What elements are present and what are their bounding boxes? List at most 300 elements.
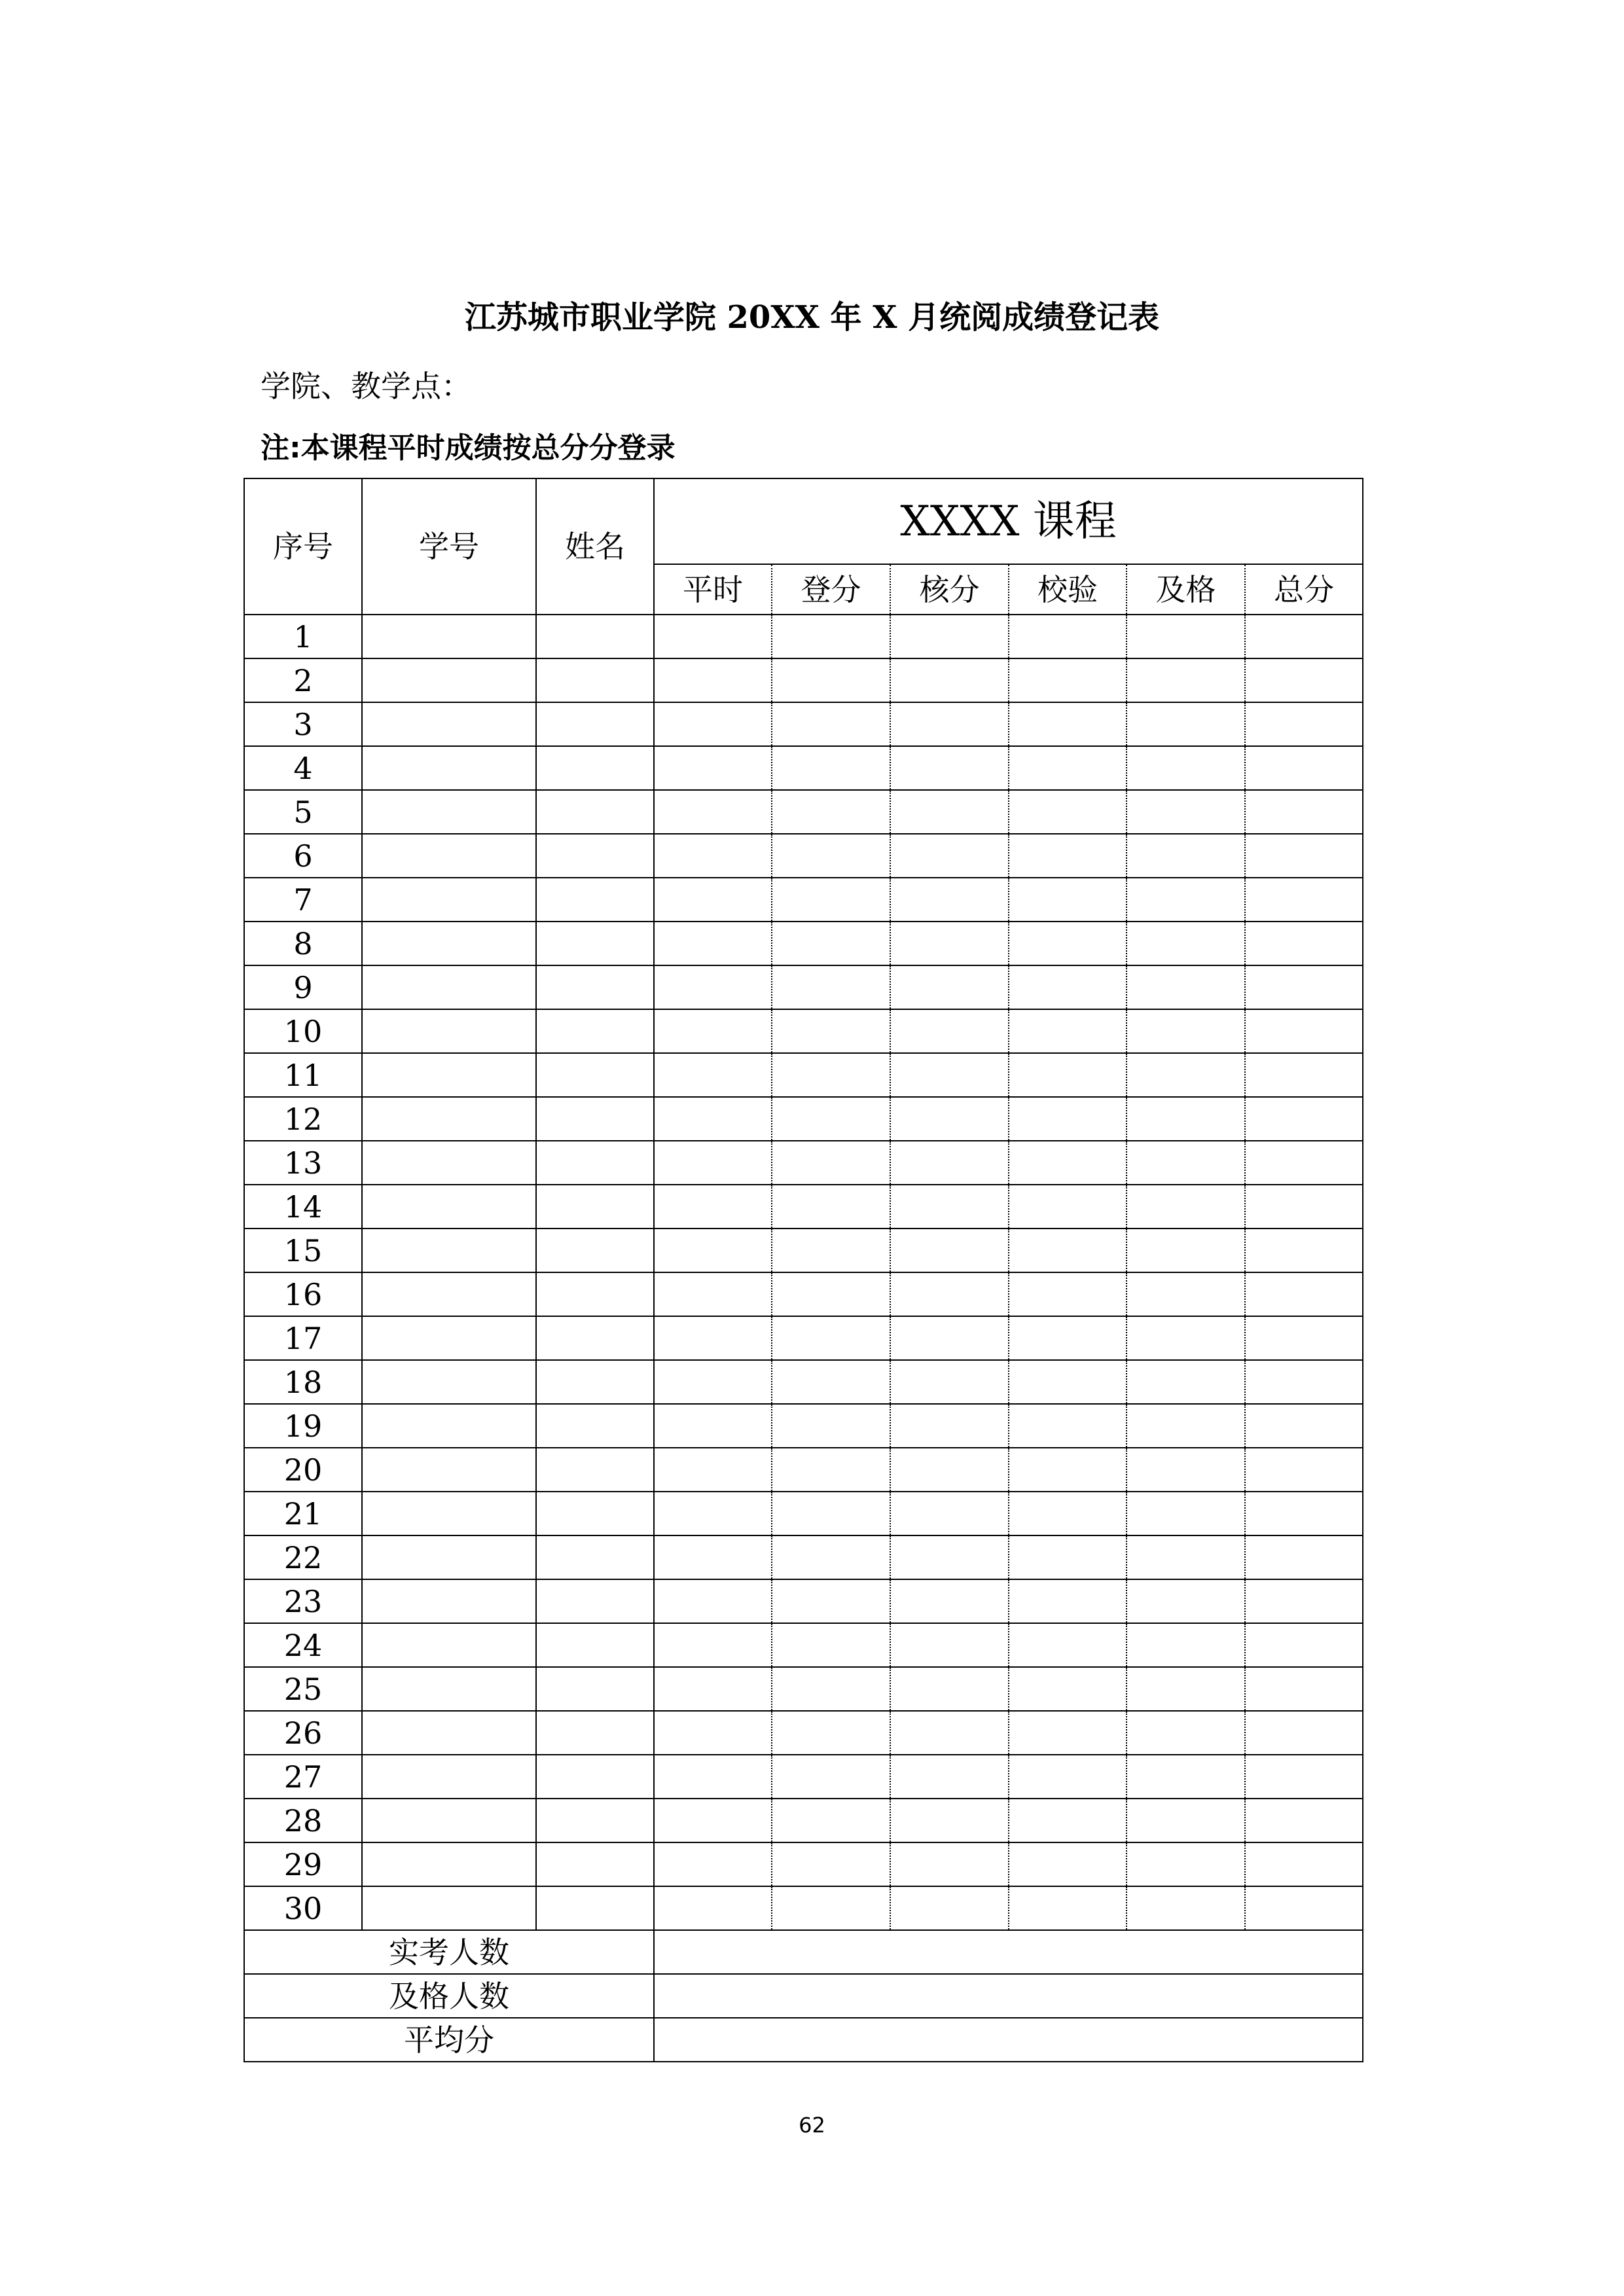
regular-score-cell[interactable] bbox=[654, 1272, 772, 1316]
row-number: 2 bbox=[244, 658, 362, 702]
total-cell[interactable] bbox=[1245, 1404, 1363, 1448]
name-cell[interactable] bbox=[536, 658, 654, 702]
verify-cell[interactable] bbox=[1009, 1799, 1127, 1842]
total-cell[interactable] bbox=[1245, 1711, 1363, 1755]
footer-average-label: 平均分 bbox=[244, 2018, 654, 2062]
check-cell[interactable] bbox=[890, 658, 1009, 702]
record-cell[interactable] bbox=[772, 1229, 890, 1272]
table-row bbox=[244, 1141, 1363, 1185]
name-cell[interactable] bbox=[536, 1492, 654, 1535]
verify-cell[interactable] bbox=[1009, 1229, 1127, 1272]
table-row bbox=[244, 1492, 1363, 1535]
total-cell[interactable] bbox=[1245, 1097, 1363, 1141]
name-cell[interactable] bbox=[536, 1229, 654, 1272]
record-cell[interactable] bbox=[772, 1579, 890, 1623]
student-id-cell[interactable] bbox=[362, 1360, 536, 1404]
name-cell[interactable] bbox=[536, 1842, 654, 1886]
total-cell[interactable] bbox=[1245, 1755, 1363, 1799]
verify-cell[interactable] bbox=[1009, 1053, 1127, 1097]
regular-score-cell[interactable] bbox=[654, 1404, 772, 1448]
record-cell[interactable] bbox=[772, 790, 890, 834]
table-row bbox=[244, 1711, 1363, 1755]
table-row bbox=[244, 1185, 1363, 1229]
total-cell[interactable] bbox=[1245, 1053, 1363, 1097]
verify-cell[interactable] bbox=[1009, 1579, 1127, 1623]
table-row bbox=[244, 1009, 1363, 1053]
header-sub-total: 总分 bbox=[1245, 564, 1363, 615]
check-cell[interactable] bbox=[890, 1579, 1009, 1623]
total-cell[interactable] bbox=[1245, 1842, 1363, 1886]
name-cell[interactable] bbox=[536, 1667, 654, 1711]
row-number: 9 bbox=[244, 965, 362, 1009]
grade-table bbox=[244, 478, 1363, 2062]
check-cell[interactable] bbox=[890, 615, 1009, 658]
pass-cell[interactable] bbox=[1127, 1579, 1245, 1623]
student-id-cell[interactable] bbox=[362, 1185, 536, 1229]
table-row bbox=[244, 1272, 1363, 1316]
record-cell[interactable] bbox=[772, 1404, 890, 1448]
student-id-cell[interactable] bbox=[362, 1448, 536, 1492]
pass-cell[interactable] bbox=[1127, 1009, 1245, 1053]
record-cell[interactable] bbox=[772, 1097, 890, 1141]
check-cell[interactable] bbox=[890, 1448, 1009, 1492]
regular-score-cell[interactable] bbox=[654, 1492, 772, 1535]
student-id-cell[interactable] bbox=[362, 834, 536, 878]
total-cell[interactable] bbox=[1245, 1535, 1363, 1579]
student-id-cell[interactable] bbox=[362, 1316, 536, 1360]
regular-score-cell[interactable] bbox=[654, 965, 772, 1009]
verify-cell[interactable] bbox=[1009, 746, 1127, 790]
name-cell[interactable] bbox=[536, 1404, 654, 1448]
name-cell[interactable] bbox=[536, 834, 654, 878]
pass-cell[interactable] bbox=[1127, 1360, 1245, 1404]
record-cell[interactable] bbox=[772, 1623, 890, 1667]
pass-cell[interactable] bbox=[1127, 615, 1245, 658]
verify-cell[interactable] bbox=[1009, 1141, 1127, 1185]
check-cell[interactable] bbox=[890, 1799, 1009, 1842]
record-cell[interactable] bbox=[772, 1842, 890, 1886]
total-cell[interactable] bbox=[1245, 1799, 1363, 1842]
row-number: 30 bbox=[244, 1886, 362, 1930]
pass-cell[interactable] bbox=[1127, 1755, 1245, 1799]
total-cell[interactable] bbox=[1245, 1185, 1363, 1229]
student-id-cell[interactable] bbox=[362, 1535, 536, 1579]
student-id-cell[interactable] bbox=[362, 746, 536, 790]
name-cell[interactable] bbox=[536, 1448, 654, 1492]
record-cell[interactable] bbox=[772, 1448, 890, 1492]
student-id-cell[interactable] bbox=[362, 1053, 536, 1097]
check-cell[interactable] bbox=[890, 1229, 1009, 1272]
record-cell[interactable] bbox=[772, 834, 890, 878]
record-cell[interactable] bbox=[772, 1799, 890, 1842]
check-cell[interactable] bbox=[890, 1886, 1009, 1930]
table-row bbox=[244, 1623, 1363, 1667]
row-number: 14 bbox=[244, 1185, 362, 1229]
total-cell[interactable] bbox=[1245, 878, 1363, 922]
regular-score-cell[interactable] bbox=[654, 1711, 772, 1755]
name-cell[interactable] bbox=[536, 1141, 654, 1185]
verify-cell[interactable] bbox=[1009, 702, 1127, 746]
student-id-cell[interactable] bbox=[362, 658, 536, 702]
check-cell[interactable] bbox=[890, 965, 1009, 1009]
regular-score-cell[interactable] bbox=[654, 1009, 772, 1053]
check-cell[interactable] bbox=[890, 1711, 1009, 1755]
verify-cell[interactable] bbox=[1009, 1097, 1127, 1141]
record-cell[interactable] bbox=[772, 1886, 890, 1930]
check-cell[interactable] bbox=[890, 834, 1009, 878]
row-number: 6 bbox=[244, 834, 362, 878]
record-cell[interactable] bbox=[772, 922, 890, 965]
pass-cell[interactable] bbox=[1127, 1886, 1245, 1930]
regular-score-cell[interactable] bbox=[654, 1097, 772, 1141]
row-number: 29 bbox=[244, 1842, 362, 1886]
verify-cell[interactable] bbox=[1009, 834, 1127, 878]
check-cell[interactable] bbox=[890, 1009, 1009, 1053]
name-cell[interactable] bbox=[536, 1886, 654, 1930]
student-id-cell[interactable] bbox=[362, 1272, 536, 1316]
name-cell[interactable] bbox=[536, 1535, 654, 1579]
check-cell[interactable] bbox=[890, 1360, 1009, 1404]
check-cell[interactable] bbox=[890, 790, 1009, 834]
row-number: 13 bbox=[244, 1141, 362, 1185]
row-number: 10 bbox=[244, 1009, 362, 1053]
pass-cell[interactable] bbox=[1127, 658, 1245, 702]
table-row bbox=[244, 658, 1363, 702]
total-cell[interactable] bbox=[1245, 922, 1363, 965]
verify-cell[interactable] bbox=[1009, 1535, 1127, 1579]
footer-row bbox=[244, 1974, 1363, 2018]
row-number: 1 bbox=[244, 615, 362, 658]
check-cell[interactable] bbox=[890, 1755, 1009, 1799]
table-row bbox=[244, 1097, 1363, 1141]
check-cell[interactable] bbox=[890, 1404, 1009, 1448]
verify-cell[interactable] bbox=[1009, 1667, 1127, 1711]
row-number: 23 bbox=[244, 1579, 362, 1623]
regular-score-cell[interactable] bbox=[654, 1579, 772, 1623]
verify-cell[interactable] bbox=[1009, 1316, 1127, 1360]
check-cell[interactable] bbox=[890, 1623, 1009, 1667]
verify-cell[interactable] bbox=[1009, 878, 1127, 922]
check-cell[interactable] bbox=[890, 1492, 1009, 1535]
name-cell[interactable] bbox=[536, 1360, 654, 1404]
pass-cell[interactable] bbox=[1127, 1535, 1245, 1579]
total-cell[interactable] bbox=[1245, 1886, 1363, 1930]
table-row bbox=[244, 1316, 1363, 1360]
pass-cell[interactable] bbox=[1127, 922, 1245, 965]
regular-score-cell[interactable] bbox=[654, 1886, 772, 1930]
row-number: 15 bbox=[244, 1229, 362, 1272]
regular-score-cell[interactable] bbox=[654, 922, 772, 965]
regular-score-cell[interactable] bbox=[654, 790, 772, 834]
record-cell[interactable] bbox=[772, 1141, 890, 1185]
student-id-cell[interactable] bbox=[362, 1842, 536, 1886]
check-cell[interactable] bbox=[890, 1667, 1009, 1711]
verify-cell[interactable] bbox=[1009, 1711, 1127, 1755]
check-cell[interactable] bbox=[890, 1097, 1009, 1141]
table-row bbox=[244, 615, 1363, 658]
page-title: 江苏城市职业学院 20XX 年 X 月统阅成绩登记表 bbox=[464, 299, 1160, 336]
pass-cell[interactable] bbox=[1127, 834, 1245, 878]
name-cell[interactable] bbox=[536, 1711, 654, 1755]
student-id-cell[interactable] bbox=[362, 1229, 536, 1272]
name-cell[interactable] bbox=[536, 1316, 654, 1360]
check-cell[interactable] bbox=[890, 878, 1009, 922]
header-sub-regular: 平时 bbox=[654, 564, 772, 615]
record-cell[interactable] bbox=[772, 1053, 890, 1097]
pass-cell[interactable] bbox=[1127, 1229, 1245, 1272]
pass-cell[interactable] bbox=[1127, 1492, 1245, 1535]
record-cell[interactable] bbox=[772, 1185, 890, 1229]
student-id-cell[interactable] bbox=[362, 1009, 536, 1053]
total-cell[interactable] bbox=[1245, 702, 1363, 746]
regular-score-cell[interactable] bbox=[654, 1316, 772, 1360]
verify-cell[interactable] bbox=[1009, 615, 1127, 658]
check-cell[interactable] bbox=[890, 1141, 1009, 1185]
check-cell[interactable] bbox=[890, 746, 1009, 790]
check-cell[interactable] bbox=[890, 1053, 1009, 1097]
footer-pass-count-value[interactable] bbox=[654, 1974, 1363, 2018]
verify-cell[interactable] bbox=[1009, 1360, 1127, 1404]
pass-cell[interactable] bbox=[1127, 1097, 1245, 1141]
regular-score-cell[interactable] bbox=[654, 1667, 772, 1711]
check-cell[interactable] bbox=[890, 1535, 1009, 1579]
pass-cell[interactable] bbox=[1127, 1185, 1245, 1229]
name-cell[interactable] bbox=[536, 1185, 654, 1229]
total-cell[interactable] bbox=[1245, 1360, 1363, 1404]
table-row bbox=[244, 1053, 1363, 1097]
student-id-cell[interactable] bbox=[362, 1755, 536, 1799]
student-id-cell[interactable] bbox=[362, 702, 536, 746]
table-row bbox=[244, 1448, 1363, 1492]
student-id-cell[interactable] bbox=[362, 1799, 536, 1842]
regular-score-cell[interactable] bbox=[654, 1053, 772, 1097]
verify-cell[interactable] bbox=[1009, 922, 1127, 965]
note-text: 注:本课程平时成绩按总分分登录 bbox=[261, 431, 676, 465]
name-cell[interactable] bbox=[536, 615, 654, 658]
record-cell[interactable] bbox=[772, 615, 890, 658]
regular-score-cell[interactable] bbox=[654, 1842, 772, 1886]
student-id-cell[interactable] bbox=[362, 965, 536, 1009]
regular-score-cell[interactable] bbox=[654, 1141, 772, 1185]
pass-cell[interactable] bbox=[1127, 1623, 1245, 1667]
verify-cell[interactable] bbox=[1009, 1185, 1127, 1229]
row-number: 4 bbox=[244, 746, 362, 790]
total-cell[interactable] bbox=[1245, 1316, 1363, 1360]
regular-score-cell[interactable] bbox=[654, 1755, 772, 1799]
verify-cell[interactable] bbox=[1009, 1886, 1127, 1930]
total-cell[interactable] bbox=[1245, 1492, 1363, 1535]
pass-cell[interactable] bbox=[1127, 1667, 1245, 1711]
row-number: 17 bbox=[244, 1316, 362, 1360]
total-cell[interactable] bbox=[1245, 658, 1363, 702]
pass-cell[interactable] bbox=[1127, 1141, 1245, 1185]
total-cell[interactable] bbox=[1245, 1667, 1363, 1711]
student-id-cell[interactable] bbox=[362, 1141, 536, 1185]
pass-cell[interactable] bbox=[1127, 702, 1245, 746]
row-number: 7 bbox=[244, 878, 362, 922]
name-cell[interactable] bbox=[536, 1579, 654, 1623]
student-id-cell[interactable] bbox=[362, 1492, 536, 1535]
total-cell[interactable] bbox=[1245, 1009, 1363, 1053]
name-cell[interactable] bbox=[536, 965, 654, 1009]
verify-cell[interactable] bbox=[1009, 790, 1127, 834]
regular-score-cell[interactable] bbox=[654, 878, 772, 922]
name-cell[interactable] bbox=[536, 922, 654, 965]
check-cell[interactable] bbox=[890, 1185, 1009, 1229]
name-cell[interactable] bbox=[536, 702, 654, 746]
check-cell[interactable] bbox=[890, 702, 1009, 746]
regular-score-cell[interactable] bbox=[654, 1448, 772, 1492]
total-cell[interactable] bbox=[1245, 615, 1363, 658]
header-name: 姓名 bbox=[536, 478, 654, 615]
total-cell[interactable] bbox=[1245, 834, 1363, 878]
table-row bbox=[244, 1667, 1363, 1711]
verify-cell[interactable] bbox=[1009, 1492, 1127, 1535]
regular-score-cell[interactable] bbox=[654, 702, 772, 746]
name-cell[interactable] bbox=[536, 1009, 654, 1053]
pass-cell[interactable] bbox=[1127, 1053, 1245, 1097]
name-cell[interactable] bbox=[536, 746, 654, 790]
student-id-cell[interactable] bbox=[362, 1097, 536, 1141]
table-row bbox=[244, 1360, 1363, 1404]
row-number: 12 bbox=[244, 1097, 362, 1141]
record-cell[interactable] bbox=[772, 1272, 890, 1316]
table-row bbox=[244, 1579, 1363, 1623]
footer-row bbox=[244, 2018, 1363, 2062]
total-cell[interactable] bbox=[1245, 1229, 1363, 1272]
table-row bbox=[244, 878, 1363, 922]
name-cell[interactable] bbox=[536, 790, 654, 834]
name-cell[interactable] bbox=[536, 1097, 654, 1141]
total-cell[interactable] bbox=[1245, 746, 1363, 790]
footer-pass-count-label: 及格人数 bbox=[244, 1974, 654, 2018]
pass-cell[interactable] bbox=[1127, 746, 1245, 790]
record-cell[interactable] bbox=[772, 658, 890, 702]
row-number: 25 bbox=[244, 1667, 362, 1711]
verify-cell[interactable] bbox=[1009, 1448, 1127, 1492]
verify-cell[interactable] bbox=[1009, 1842, 1127, 1886]
regular-score-cell[interactable] bbox=[654, 1229, 772, 1272]
pass-cell[interactable] bbox=[1127, 1316, 1245, 1360]
verify-cell[interactable] bbox=[1009, 1404, 1127, 1448]
table-row bbox=[244, 1404, 1363, 1448]
check-cell[interactable] bbox=[890, 922, 1009, 965]
table-row bbox=[244, 1886, 1363, 1930]
verify-cell[interactable] bbox=[1009, 1755, 1127, 1799]
regular-score-cell[interactable] bbox=[654, 1360, 772, 1404]
regular-score-cell[interactable] bbox=[654, 834, 772, 878]
page-number: 62 bbox=[799, 2113, 825, 2138]
student-id-cell[interactable] bbox=[362, 1404, 536, 1448]
table-row bbox=[244, 790, 1363, 834]
table-row bbox=[244, 922, 1363, 965]
pass-cell[interactable] bbox=[1127, 965, 1245, 1009]
verify-cell[interactable] bbox=[1009, 1623, 1127, 1667]
pass-cell[interactable] bbox=[1127, 878, 1245, 922]
pass-cell[interactable] bbox=[1127, 1448, 1245, 1492]
row-number: 24 bbox=[244, 1623, 362, 1667]
record-cell[interactable] bbox=[772, 1535, 890, 1579]
footer-average-value[interactable] bbox=[654, 2018, 1363, 2062]
table-row bbox=[244, 1535, 1363, 1579]
student-id-cell[interactable] bbox=[362, 1886, 536, 1930]
check-cell[interactable] bbox=[890, 1842, 1009, 1886]
regular-score-cell[interactable] bbox=[654, 658, 772, 702]
row-number: 26 bbox=[244, 1711, 362, 1755]
record-cell[interactable] bbox=[772, 878, 890, 922]
pass-cell[interactable] bbox=[1127, 790, 1245, 834]
total-cell[interactable] bbox=[1245, 790, 1363, 834]
pass-cell[interactable] bbox=[1127, 1272, 1245, 1316]
name-cell[interactable] bbox=[536, 1053, 654, 1097]
regular-score-cell[interactable] bbox=[654, 746, 772, 790]
check-cell[interactable] bbox=[890, 1272, 1009, 1316]
department-label: 学院、教学点： bbox=[261, 368, 471, 404]
total-cell[interactable] bbox=[1245, 1579, 1363, 1623]
record-cell[interactable] bbox=[772, 1316, 890, 1360]
student-id-cell[interactable] bbox=[362, 1667, 536, 1711]
name-cell[interactable] bbox=[536, 1799, 654, 1842]
verify-cell[interactable] bbox=[1009, 658, 1127, 702]
student-id-cell[interactable] bbox=[362, 922, 536, 965]
table-row bbox=[244, 1842, 1363, 1886]
total-cell[interactable] bbox=[1245, 965, 1363, 1009]
footer-exam-count-value[interactable] bbox=[654, 1930, 1363, 1974]
record-cell[interactable] bbox=[772, 1667, 890, 1711]
record-cell[interactable] bbox=[772, 1009, 890, 1053]
row-number: 28 bbox=[244, 1799, 362, 1842]
name-cell[interactable] bbox=[536, 878, 654, 922]
regular-score-cell[interactable] bbox=[654, 1185, 772, 1229]
total-cell[interactable] bbox=[1245, 1623, 1363, 1667]
record-cell[interactable] bbox=[772, 1711, 890, 1755]
regular-score-cell[interactable] bbox=[654, 1535, 772, 1579]
name-cell[interactable] bbox=[536, 1755, 654, 1799]
student-id-cell[interactable] bbox=[362, 790, 536, 834]
student-id-cell[interactable] bbox=[362, 615, 536, 658]
table-row bbox=[244, 746, 1363, 790]
total-cell[interactable] bbox=[1245, 1141, 1363, 1185]
record-cell[interactable] bbox=[772, 965, 890, 1009]
record-cell[interactable] bbox=[772, 1492, 890, 1535]
student-id-cell[interactable] bbox=[362, 1711, 536, 1755]
name-cell[interactable] bbox=[536, 1272, 654, 1316]
record-cell[interactable] bbox=[772, 1360, 890, 1404]
regular-score-cell[interactable] bbox=[654, 1623, 772, 1667]
verify-cell[interactable] bbox=[1009, 1272, 1127, 1316]
total-cell[interactable] bbox=[1245, 1272, 1363, 1316]
record-cell[interactable] bbox=[772, 702, 890, 746]
student-id-cell[interactable] bbox=[362, 1579, 536, 1623]
table-row bbox=[244, 965, 1363, 1009]
regular-score-cell[interactable] bbox=[654, 1799, 772, 1842]
student-id-cell[interactable] bbox=[362, 1623, 536, 1667]
pass-cell[interactable] bbox=[1127, 1799, 1245, 1842]
total-cell[interactable] bbox=[1245, 1448, 1363, 1492]
record-cell[interactable] bbox=[772, 746, 890, 790]
pass-cell[interactable] bbox=[1127, 1842, 1245, 1886]
pass-cell[interactable] bbox=[1127, 1711, 1245, 1755]
record-cell[interactable] bbox=[772, 1755, 890, 1799]
regular-score-cell[interactable] bbox=[654, 615, 772, 658]
name-cell[interactable] bbox=[536, 1623, 654, 1667]
verify-cell[interactable] bbox=[1009, 1009, 1127, 1053]
student-id-cell[interactable] bbox=[362, 878, 536, 922]
verify-cell[interactable] bbox=[1009, 965, 1127, 1009]
row-number: 18 bbox=[244, 1360, 362, 1404]
pass-cell[interactable] bbox=[1127, 1404, 1245, 1448]
check-cell[interactable] bbox=[890, 1316, 1009, 1360]
